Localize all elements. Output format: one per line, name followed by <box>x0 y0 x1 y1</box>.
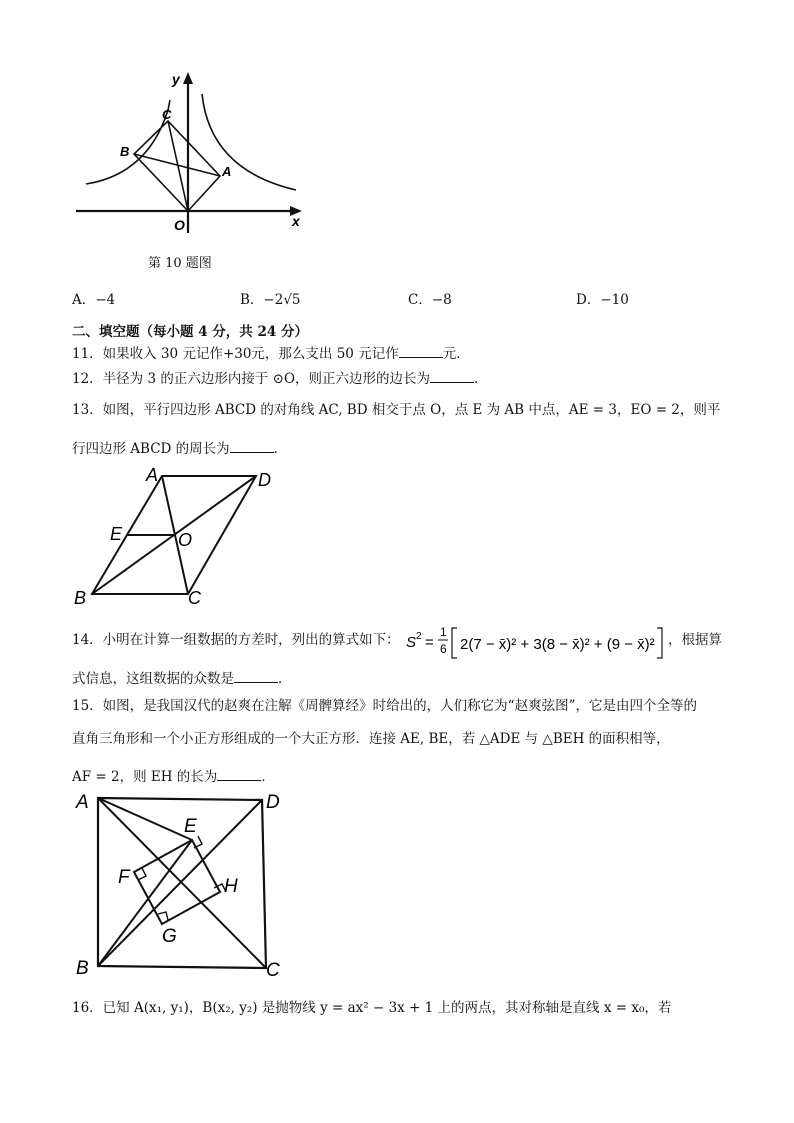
label-x: x <box>292 213 300 229</box>
label-e: E <box>110 524 123 544</box>
answer-blank <box>234 670 278 683</box>
label-y: y <box>172 71 180 87</box>
label-c: C <box>162 107 172 122</box>
label-b: B <box>120 144 130 159</box>
variance-formula-render <box>400 622 666 662</box>
section-2-title: 二、填空题（每小题 4 分，共 24 分） <box>72 324 308 340</box>
label-d: D <box>258 470 271 490</box>
label-b: B <box>74 588 87 608</box>
label-c: C <box>266 960 280 981</box>
svg-text:=: = <box>425 634 434 651</box>
answer-blank <box>399 345 443 358</box>
svg-text:2(7 − x̄)² + 3(8 − x̄)² + (9 −: 2(7 − x̄)² + 3(8 − x̄)² + (9 − x̄)² <box>460 636 655 653</box>
svg-text:6: 6 <box>440 642 447 656</box>
label-o: O <box>178 530 193 550</box>
label-c: C <box>188 588 201 608</box>
label-b: B <box>76 958 89 979</box>
svg-text:2: 2 <box>416 631 422 642</box>
question-14-line-1-text: 14．小明在计算一组数据的方差时，列出的算式如下： <box>72 632 400 648</box>
figure-15-zhao-shuang-diagram <box>70 788 295 983</box>
segment-ae <box>98 798 192 840</box>
label-h: H <box>224 876 238 897</box>
label-d: D <box>266 792 280 813</box>
question-11: 11．如果收入 30 元记作+30元，那么支出 50 元记作 元． <box>72 346 470 362</box>
figure-10-diagram <box>70 68 310 238</box>
option-d: D．−10 <box>576 292 629 308</box>
question-13-line-1: 13．如图，平行四边形 ABCD 的对角线 AC, BD 相交于点 O，点 E 为 AB 中点，AE = 3，EO = 2，则平 <box>72 402 721 418</box>
option-b: B．−2√5 <box>240 292 301 308</box>
label-a: A <box>222 164 232 179</box>
hyperbola-left-branch <box>86 100 170 184</box>
question-14-line-1-tail: ，根据算 <box>668 632 722 648</box>
segment-be <box>98 840 192 966</box>
label-a: A <box>146 465 159 485</box>
y-axis-arrow <box>183 72 193 84</box>
answer-blank <box>217 768 261 781</box>
question-15-line-3: AF = 2，则 EH 的长为 ． <box>72 769 275 785</box>
question-14-line-2: 式信息，这组数据的众数是 ． <box>72 671 292 687</box>
figure-13-parallelogram <box>70 462 290 612</box>
answer-blank <box>230 440 274 453</box>
label-g: G <box>162 926 177 947</box>
figure-10-caption: 第 10 题图 <box>148 256 212 271</box>
question-13-line-2: 行四边形 ABCD 的周长为 ． <box>72 441 288 457</box>
option-c: C．−8 <box>408 292 452 308</box>
inner-square-efgh <box>134 840 220 924</box>
label-e: E <box>184 816 197 837</box>
question-12: 12．半径为 3 的正六边形内接于 ⊙O，则正六边形的边长为 . <box>72 371 479 387</box>
svg-text:1: 1 <box>440 625 447 639</box>
diagonal-co <box>168 121 188 211</box>
label-o: O <box>174 217 185 233</box>
question-15-line-1: 15．如图，是我国汉代的赵爽在注解《周髀算经》时给出的，人们称它为“赵爽弦图”，它是由四个全等的 <box>72 698 697 714</box>
square-oabc <box>134 121 220 211</box>
question-16: 16．已知 A(x₁, y₁)，B(x₂, y₂) 是抛物线 y = ax² − 3x + 1 上的两点，其对称轴是直线 x = x₀，若 <box>72 1000 672 1016</box>
label-f: F <box>118 867 130 888</box>
svg-text:S: S <box>406 634 417 651</box>
variance-formula <box>400 622 666 666</box>
option-a: A．−4 <box>72 292 116 308</box>
label-a: A <box>76 792 89 813</box>
question-15-line-2: 直角三角形和一个小正方形组成的一个大正方形．连接 AE, BE，若 △ADE 与 △BEH 的面积相等， <box>72 731 670 747</box>
answer-blank <box>430 370 474 383</box>
